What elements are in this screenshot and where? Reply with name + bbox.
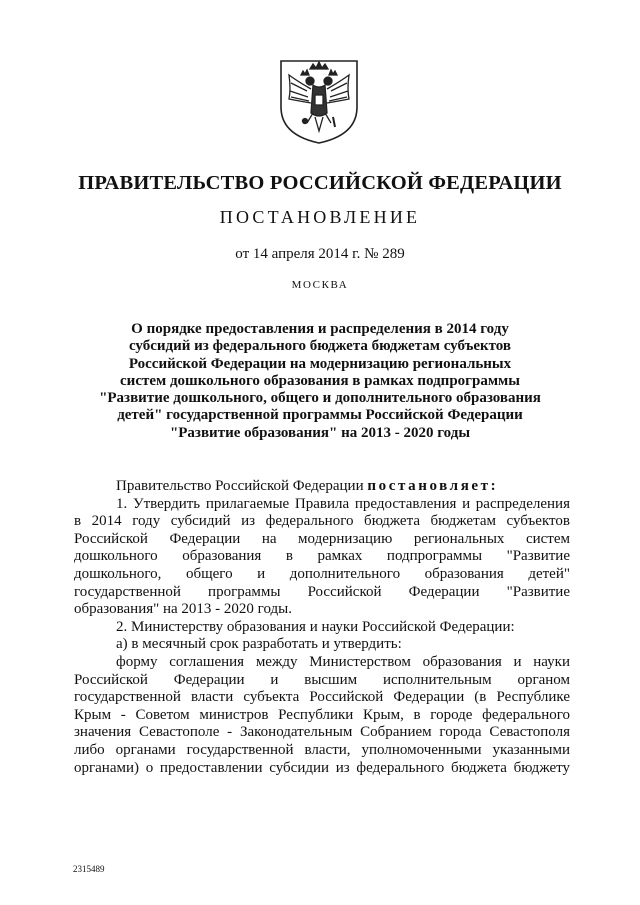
- body-line: Российской Федерации и высшим исполнительным органом: [74, 671, 570, 688]
- coat-of-arms-emblem: [277, 55, 361, 145]
- title-line: Российской Федерации на модернизацию региональных: [128, 355, 512, 372]
- body-line: образования" на 2013 - 2020 годы.: [74, 601, 292, 618]
- document-city: МОСКВА: [291, 279, 349, 291]
- preamble: [74, 478, 570, 496]
- title-line: О порядке предоставления и распределения в 2014 году: [131, 321, 509, 337]
- title-line: "Развитие дошкольного, общего и дополнительного образования: [99, 390, 541, 407]
- body-line: дошкольного, общего и дополнительного образования детей": [74, 565, 570, 582]
- title-line: детей" государственной программы Российской Федерации: [117, 407, 523, 424]
- body-line: а) в месячный срок разработать и утвердить:: [116, 636, 402, 653]
- body-line: значения Севастополе - Законодательным Собранием города Севастополя: [74, 724, 570, 741]
- document-body: [74, 478, 570, 777]
- document-title: [0, 321, 640, 442]
- body-line: Российской Федерации на модернизацию региональных систем: [74, 530, 570, 547]
- body-line: либо органами государственной власти, уполномоченными указанными: [74, 741, 570, 758]
- body-line: Крым - Советом министров Республики Крым, в городе федерального: [74, 706, 570, 723]
- body-line: форму соглашения между Министерством образования и науки: [116, 653, 570, 670]
- document-type: ПОСТАНОВЛЕНИЕ: [219, 207, 421, 227]
- body-line: 2. Министерству образования и науки Российской Федерации:: [116, 618, 515, 635]
- body-line: государственной власти субъекта Российской Федерации (в Республике: [74, 689, 570, 706]
- title-line: "Развитие образования" на 2013 - 2020 годы: [169, 424, 471, 441]
- document-date-number: от 14 апреля 2014 г. № 289: [235, 246, 405, 262]
- preamble-text: Правительство Российской Федерации: [116, 478, 368, 494]
- body-line: государственной программы Российской Федерации "Развитие: [74, 583, 570, 600]
- footer-code: 2315489: [73, 864, 105, 874]
- preamble-keyword: постановляет:: [367, 478, 499, 494]
- title-line: субсидий из федерального бюджета бюджетам субъектов: [128, 338, 512, 355]
- body-line: дошкольного образования в рамках подпрограммы "Развитие: [74, 548, 570, 565]
- government-name: ПРАВИТЕЛЬСТВО РОССИЙСКОЙ ФЕДЕРАЦИИ: [78, 172, 562, 194]
- title-line: систем дошкольного образования в рамках подпрограммы: [120, 372, 520, 389]
- body-line: 1. Утвердить прилагаемые Правила предоставления и распределения: [116, 495, 570, 512]
- body-line: органами) о предоставлении субсидии из федерального бюджета бюджету: [74, 759, 570, 776]
- body-line: в 2014 году субсидий из федерального бюджета бюджетам субъектов: [74, 513, 570, 530]
